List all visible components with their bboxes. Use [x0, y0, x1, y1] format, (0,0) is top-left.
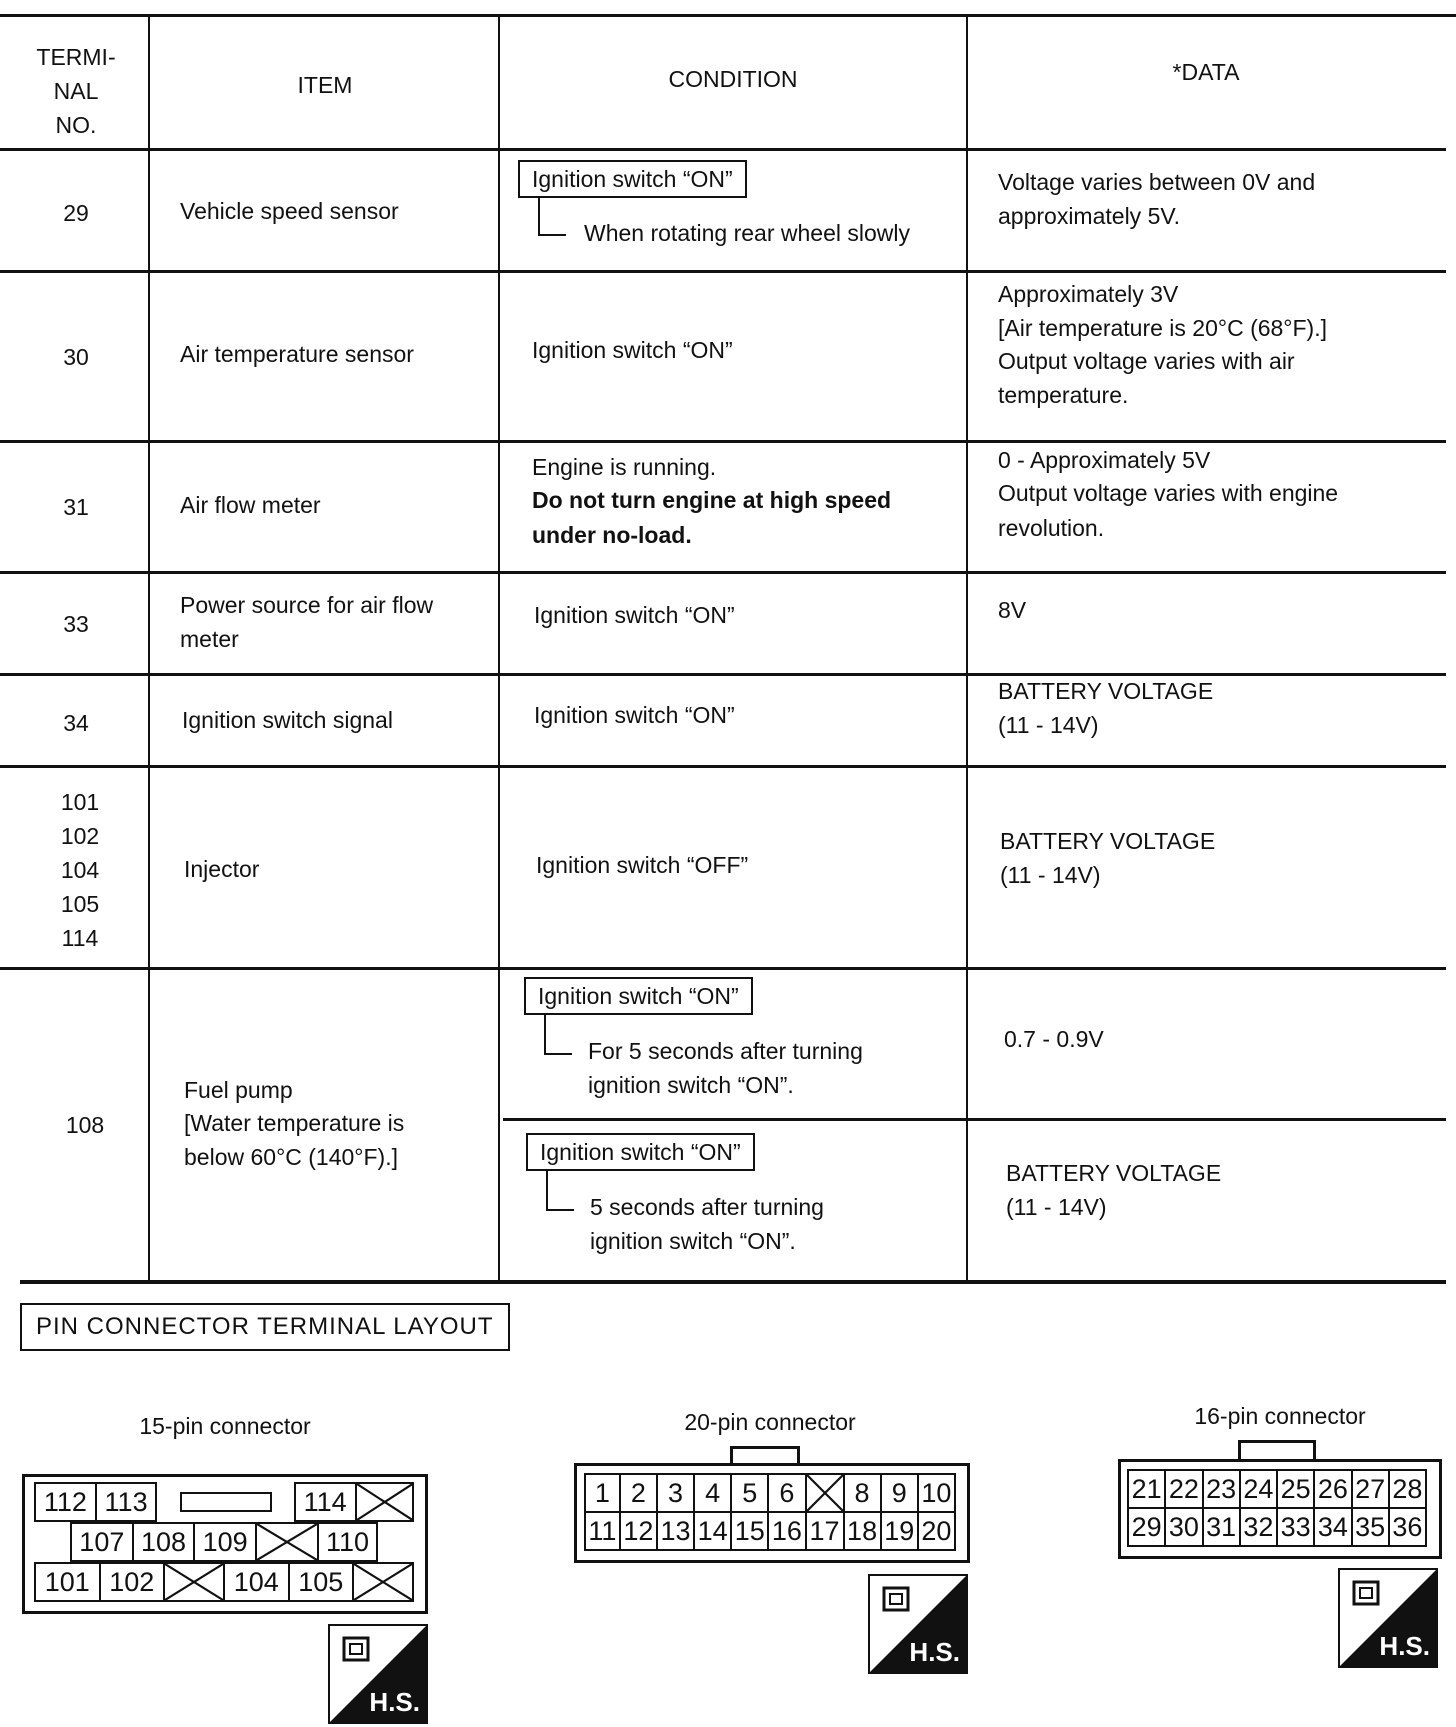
pin: 26	[1314, 1470, 1351, 1508]
pin: 13	[657, 1512, 694, 1550]
pin: 105	[289, 1563, 354, 1601]
unused-pin	[806, 1474, 844, 1512]
terminal-30: 30	[63, 344, 89, 370]
header-data: *DATA	[1172, 59, 1240, 85]
pin: 17	[806, 1512, 844, 1550]
pin: 4	[694, 1474, 731, 1512]
item-ignition-switch-signal: Ignition switch signal	[182, 707, 393, 733]
pin: 110	[318, 1523, 377, 1561]
pin: 8	[844, 1474, 881, 1512]
condition-line: Ignition switch “ON”	[532, 337, 733, 363]
pin: 15	[731, 1512, 768, 1550]
pin: 34	[1314, 1508, 1351, 1546]
pin: 36	[1389, 1508, 1426, 1546]
pin: 32	[1240, 1508, 1277, 1546]
condition-box: Ignition switch “ON”	[518, 160, 747, 198]
condition-sub: ignition switch “ON”.	[590, 1228, 796, 1254]
condition-line: Engine is running.	[532, 454, 717, 480]
pin: 112	[35, 1483, 96, 1521]
pin: 11	[585, 1512, 620, 1550]
data-line: 8V	[998, 597, 1027, 623]
pin: 22	[1165, 1470, 1202, 1508]
unused-pin	[356, 1483, 413, 1521]
pin: 16	[768, 1512, 805, 1550]
connector-16-title: 16-pin connector	[1194, 1403, 1366, 1429]
layout-title: PIN CONNECTOR TERMINAL LAYOUT	[20, 1303, 510, 1351]
pin: 24	[1240, 1470, 1277, 1508]
pin: 30	[1165, 1508, 1202, 1546]
item-injector: Injector	[184, 856, 260, 882]
header-terminal-no: TERMI- NAL NO.	[36, 44, 116, 138]
condition-box: Ignition switch “ON”	[524, 977, 753, 1015]
condition-warning: Do not turn engine at high speed	[532, 487, 892, 513]
data-line: 0.7 - 0.9V	[1004, 1026, 1104, 1052]
data-line: approximately 5V.	[998, 203, 1180, 229]
pin: 9	[881, 1474, 918, 1512]
header-item: ITEM	[297, 72, 353, 98]
terminal-list: 101 102 104 105 114	[60, 789, 100, 951]
pin: 12	[620, 1512, 657, 1550]
pin: 19	[881, 1512, 918, 1550]
condition-line: Ignition switch “OFF”	[536, 852, 749, 878]
pin: 18	[844, 1512, 881, 1550]
condition-warning: under no-load.	[532, 522, 692, 548]
pin: 35	[1352, 1508, 1389, 1546]
connector-16	[1127, 1469, 1427, 1547]
unused-pin	[353, 1563, 413, 1601]
data-line: (11 - 14V)	[1006, 1194, 1107, 1220]
item-fuel-pump: below 60°C (140°F).]	[184, 1144, 398, 1170]
pin: 33	[1277, 1508, 1314, 1546]
condition-box: Ignition switch “ON”	[526, 1133, 755, 1171]
data-line: Voltage varies between 0V and	[998, 169, 1316, 195]
data-line: BATTERY VOLTAGE	[1006, 1160, 1222, 1186]
item-air-temperature-sensor: Air temperature sensor	[180, 341, 414, 367]
pin: 3	[657, 1474, 694, 1512]
data-line: BATTERY VOLTAGE	[998, 678, 1214, 704]
data-line: (11 - 14V)	[1000, 862, 1101, 888]
condition-line: Ignition switch “ON”	[534, 702, 735, 728]
terminal-31: 31	[63, 494, 89, 520]
unused-pin	[164, 1563, 224, 1601]
pin: 101	[35, 1563, 100, 1601]
connector-20	[584, 1473, 956, 1551]
pin: 31	[1203, 1508, 1240, 1546]
item-fuel-pump: Fuel pump	[184, 1077, 293, 1103]
harness-side-badge: H.S.	[328, 1624, 428, 1724]
pin: 5	[731, 1474, 768, 1512]
pin: 102	[100, 1563, 165, 1601]
harness-side-badge: H.S.	[868, 1574, 968, 1674]
pin: 14	[694, 1512, 731, 1550]
item-fuel-pump: [Water temperature is	[184, 1110, 405, 1136]
item-air-flow-meter: Air flow meter	[180, 492, 321, 518]
item-power-source: meter	[180, 626, 239, 652]
condition-sub: 5 seconds after turning	[590, 1194, 824, 1220]
pin: 109	[194, 1523, 256, 1561]
header-condition: CONDITION	[668, 66, 798, 92]
terminal-29: 29	[63, 200, 89, 226]
terminal-34: 34	[63, 710, 89, 736]
data-line: [Air temperature is 20°C (68°F).]	[998, 315, 1327, 341]
condition-line: Ignition switch “ON”	[534, 602, 735, 628]
harness-side-badge: H.S.	[1338, 1568, 1438, 1668]
pin: 104	[224, 1563, 289, 1601]
terminal-108: 108	[65, 1112, 105, 1138]
pin: 27	[1352, 1470, 1389, 1508]
unused-pin	[256, 1523, 318, 1561]
data-line: 0 - Approximately 5V	[998, 447, 1211, 473]
pin: 1	[585, 1474, 620, 1512]
data-line: revolution.	[998, 515, 1105, 541]
data-line: (11 - 14V)	[998, 712, 1099, 738]
data-line: Output voltage varies with air	[998, 348, 1295, 374]
pin: 10	[918, 1474, 955, 1512]
data-line: Output voltage varies with engine	[998, 480, 1339, 506]
data-line: Approximately 3V	[998, 281, 1179, 307]
terminal-33: 33	[63, 611, 89, 637]
item-vehicle-speed-sensor: Vehicle speed sensor	[180, 198, 399, 224]
item-power-source: Power source for air flow	[180, 592, 434, 618]
condition-sub: ignition switch “ON”.	[588, 1072, 794, 1098]
connector-15-title: 15-pin connector	[139, 1413, 311, 1439]
pin: 25	[1277, 1470, 1314, 1508]
pin: 29	[1128, 1508, 1165, 1546]
data-line: BATTERY VOLTAGE	[1000, 828, 1216, 854]
condition-sub: When rotating rear wheel slowly	[584, 220, 910, 246]
pin: 20	[918, 1512, 955, 1550]
pin: 23	[1203, 1470, 1240, 1508]
condition-sub: For 5 seconds after turning	[588, 1038, 863, 1064]
pin: 28	[1389, 1470, 1426, 1508]
data-line: temperature.	[998, 382, 1129, 408]
pin: 107	[71, 1523, 133, 1561]
pin: 113	[96, 1483, 157, 1521]
pin: 114	[295, 1483, 356, 1521]
pin: 2	[620, 1474, 657, 1512]
pin: 6	[768, 1474, 805, 1512]
pin: 108	[133, 1523, 195, 1561]
pin: 21	[1128, 1470, 1165, 1508]
connector-20-title: 20-pin connector	[684, 1409, 856, 1435]
